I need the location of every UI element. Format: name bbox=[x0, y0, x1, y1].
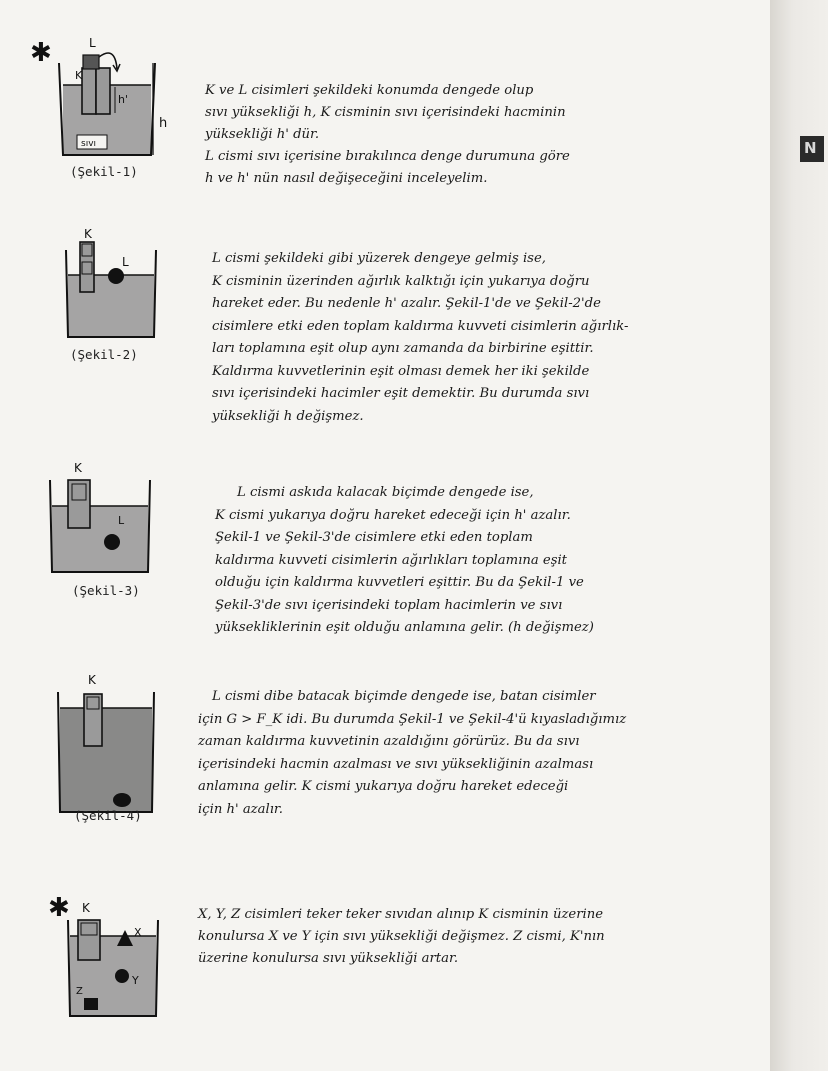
paragraph-line: yüksekliği h' dür. bbox=[205, 127, 320, 142]
paragraph-line: konulursa X ve Y için sıvı yüksekliği değişmez. Z cismi, K'nın bbox=[198, 929, 605, 944]
paragraph-line: olduğu için kaldırma kuvvetleri eşittir. Bu da Şekil-1 ve bbox=[215, 575, 584, 590]
paragraph-line: yüksekliklerinin eşit olduğu anlamına gelir. (h değişmez) bbox=[215, 620, 594, 635]
paragraph-line: L cismi sıvı içerisine bırakılınca denge durumuna göre bbox=[205, 149, 570, 164]
paragraph-line: K cisminin üzerinden ağırlık kalktığı için yukarıya doğru bbox=[212, 273, 590, 289]
figure-5-label-z: Z bbox=[76, 986, 83, 997]
paragraph-line: yüksekliği h değişmez. bbox=[212, 408, 364, 424]
paragraph-line: h ve h' nün nasıl değişeceğini inceleyelim. bbox=[205, 171, 488, 186]
figure-2-label-k: K bbox=[84, 227, 92, 241]
paragraph-3 bbox=[215, 482, 594, 640]
paragraph-4 bbox=[198, 686, 626, 821]
paragraph-line: kaldırma kuvveti cisimlerin ağırlıkları toplamına eşit bbox=[215, 552, 567, 568]
figure-4-diagram bbox=[52, 668, 162, 818]
paragraph-line: X, Y, Z cisimleri teker teker sıvıdan alınıp K cisminin üzerine bbox=[198, 907, 604, 922]
figure-5-label-y: Y bbox=[132, 974, 139, 987]
figure-5-diagram bbox=[62, 898, 172, 1023]
paragraph-line: cisimlere etki eden toplam kaldırma kuvveti cisimlerin ağırlık- bbox=[212, 318, 629, 334]
figure-4-caption: (Şekil-4) bbox=[74, 808, 142, 823]
figure-2-label-l: L bbox=[122, 255, 129, 269]
paragraph-line: Kaldırma kuvvetlerinin eşit olması demek her iki şekilde bbox=[212, 363, 590, 379]
figure-4-label-k: K bbox=[88, 673, 96, 687]
figure-1-label-h: h bbox=[159, 116, 168, 131]
figure-3-label-l: L bbox=[118, 514, 125, 527]
paragraph-line: K ve L cisimleri şekildeki konumda dengede olup bbox=[205, 83, 534, 98]
star-icon: ✱ bbox=[30, 38, 52, 68]
paragraph-2 bbox=[212, 248, 628, 428]
figure-5-label-k: K bbox=[82, 901, 90, 915]
paragraph-1 bbox=[205, 80, 570, 190]
adjacent-page-mark-label: N bbox=[804, 139, 817, 157]
star-icon: ✱ bbox=[48, 893, 70, 923]
figure-3-caption: (Şekil-3) bbox=[72, 583, 140, 598]
paragraph-line: ları toplamına eşit olup aynı zamanda da birbirine eşittir. bbox=[212, 341, 594, 356]
figure-3-label-k: K bbox=[74, 461, 82, 475]
paragraph-line: Şekil-3'de sıvı içerisindeki toplam hacimlerin ve sıvı bbox=[215, 597, 563, 613]
paragraph-line: hareket eder. Bu nedenle h' azalır. Şekil-1'de ve Şekil-2'de bbox=[212, 296, 601, 311]
paragraph-line: için G > F_K idi. Bu durumda Şekil-1 ve Şekil-4'ü kıyasladığımız bbox=[198, 711, 627, 727]
figure-2-diagram bbox=[60, 228, 170, 343]
paragraph-line: sıvı içerisindeki hacimler eşit demektir. Bu durumda sıvı bbox=[212, 386, 590, 401]
paragraph-line: K cismi yukarıya doğru hareket edeceği için h' azalır. bbox=[215, 507, 571, 523]
paragraph-line: zaman kaldırma kuvvetinin azaldığını görürüz. Bu da sıvı bbox=[198, 734, 580, 749]
paragraph-line: için h' azalır. bbox=[198, 801, 283, 817]
figure-1-label-liquid: sıvı bbox=[81, 139, 97, 149]
paragraph-line: sıvı yüksekliği h, K cisminin sıvı içerisindeki hacminin bbox=[205, 105, 566, 120]
figure-3-diagram bbox=[44, 458, 159, 578]
paragraph-5 bbox=[198, 904, 605, 970]
figure-1-label-h-prime: h' bbox=[118, 93, 128, 106]
figure-1-label-k: K bbox=[75, 69, 83, 82]
paragraph-line: Şekil-1 ve Şekil-3'de cisimlere etki eden toplam bbox=[215, 530, 533, 545]
paragraph-line: L cismi askıda kalacak biçimde dengede ise, bbox=[237, 485, 534, 500]
paragraph-line: L cismi dibe batacak biçimde dengede ise, batan cisimler bbox=[212, 689, 596, 704]
figure-1-diagram bbox=[55, 35, 175, 160]
figure-2-caption: (Şekil-2) bbox=[70, 347, 138, 362]
paragraph-line: L cismi şekildeki gibi yüzerek dengeye gelmiş ise, bbox=[212, 251, 546, 266]
paragraph-line: içerisindeki hacmin azalması ve sıvı yüksekliğinin azalması bbox=[198, 756, 594, 772]
paragraph-line: üzerine konulursa sıvı yüksekliği artar. bbox=[198, 951, 459, 966]
figure-5-label-x: X bbox=[134, 926, 142, 939]
figure-1-caption: (Şekil-1) bbox=[70, 164, 138, 179]
figure-1-label-l: L bbox=[89, 36, 96, 50]
paragraph-line: anlamına gelir. K cismi yukarıya doğru hareket edeceği bbox=[198, 779, 569, 794]
